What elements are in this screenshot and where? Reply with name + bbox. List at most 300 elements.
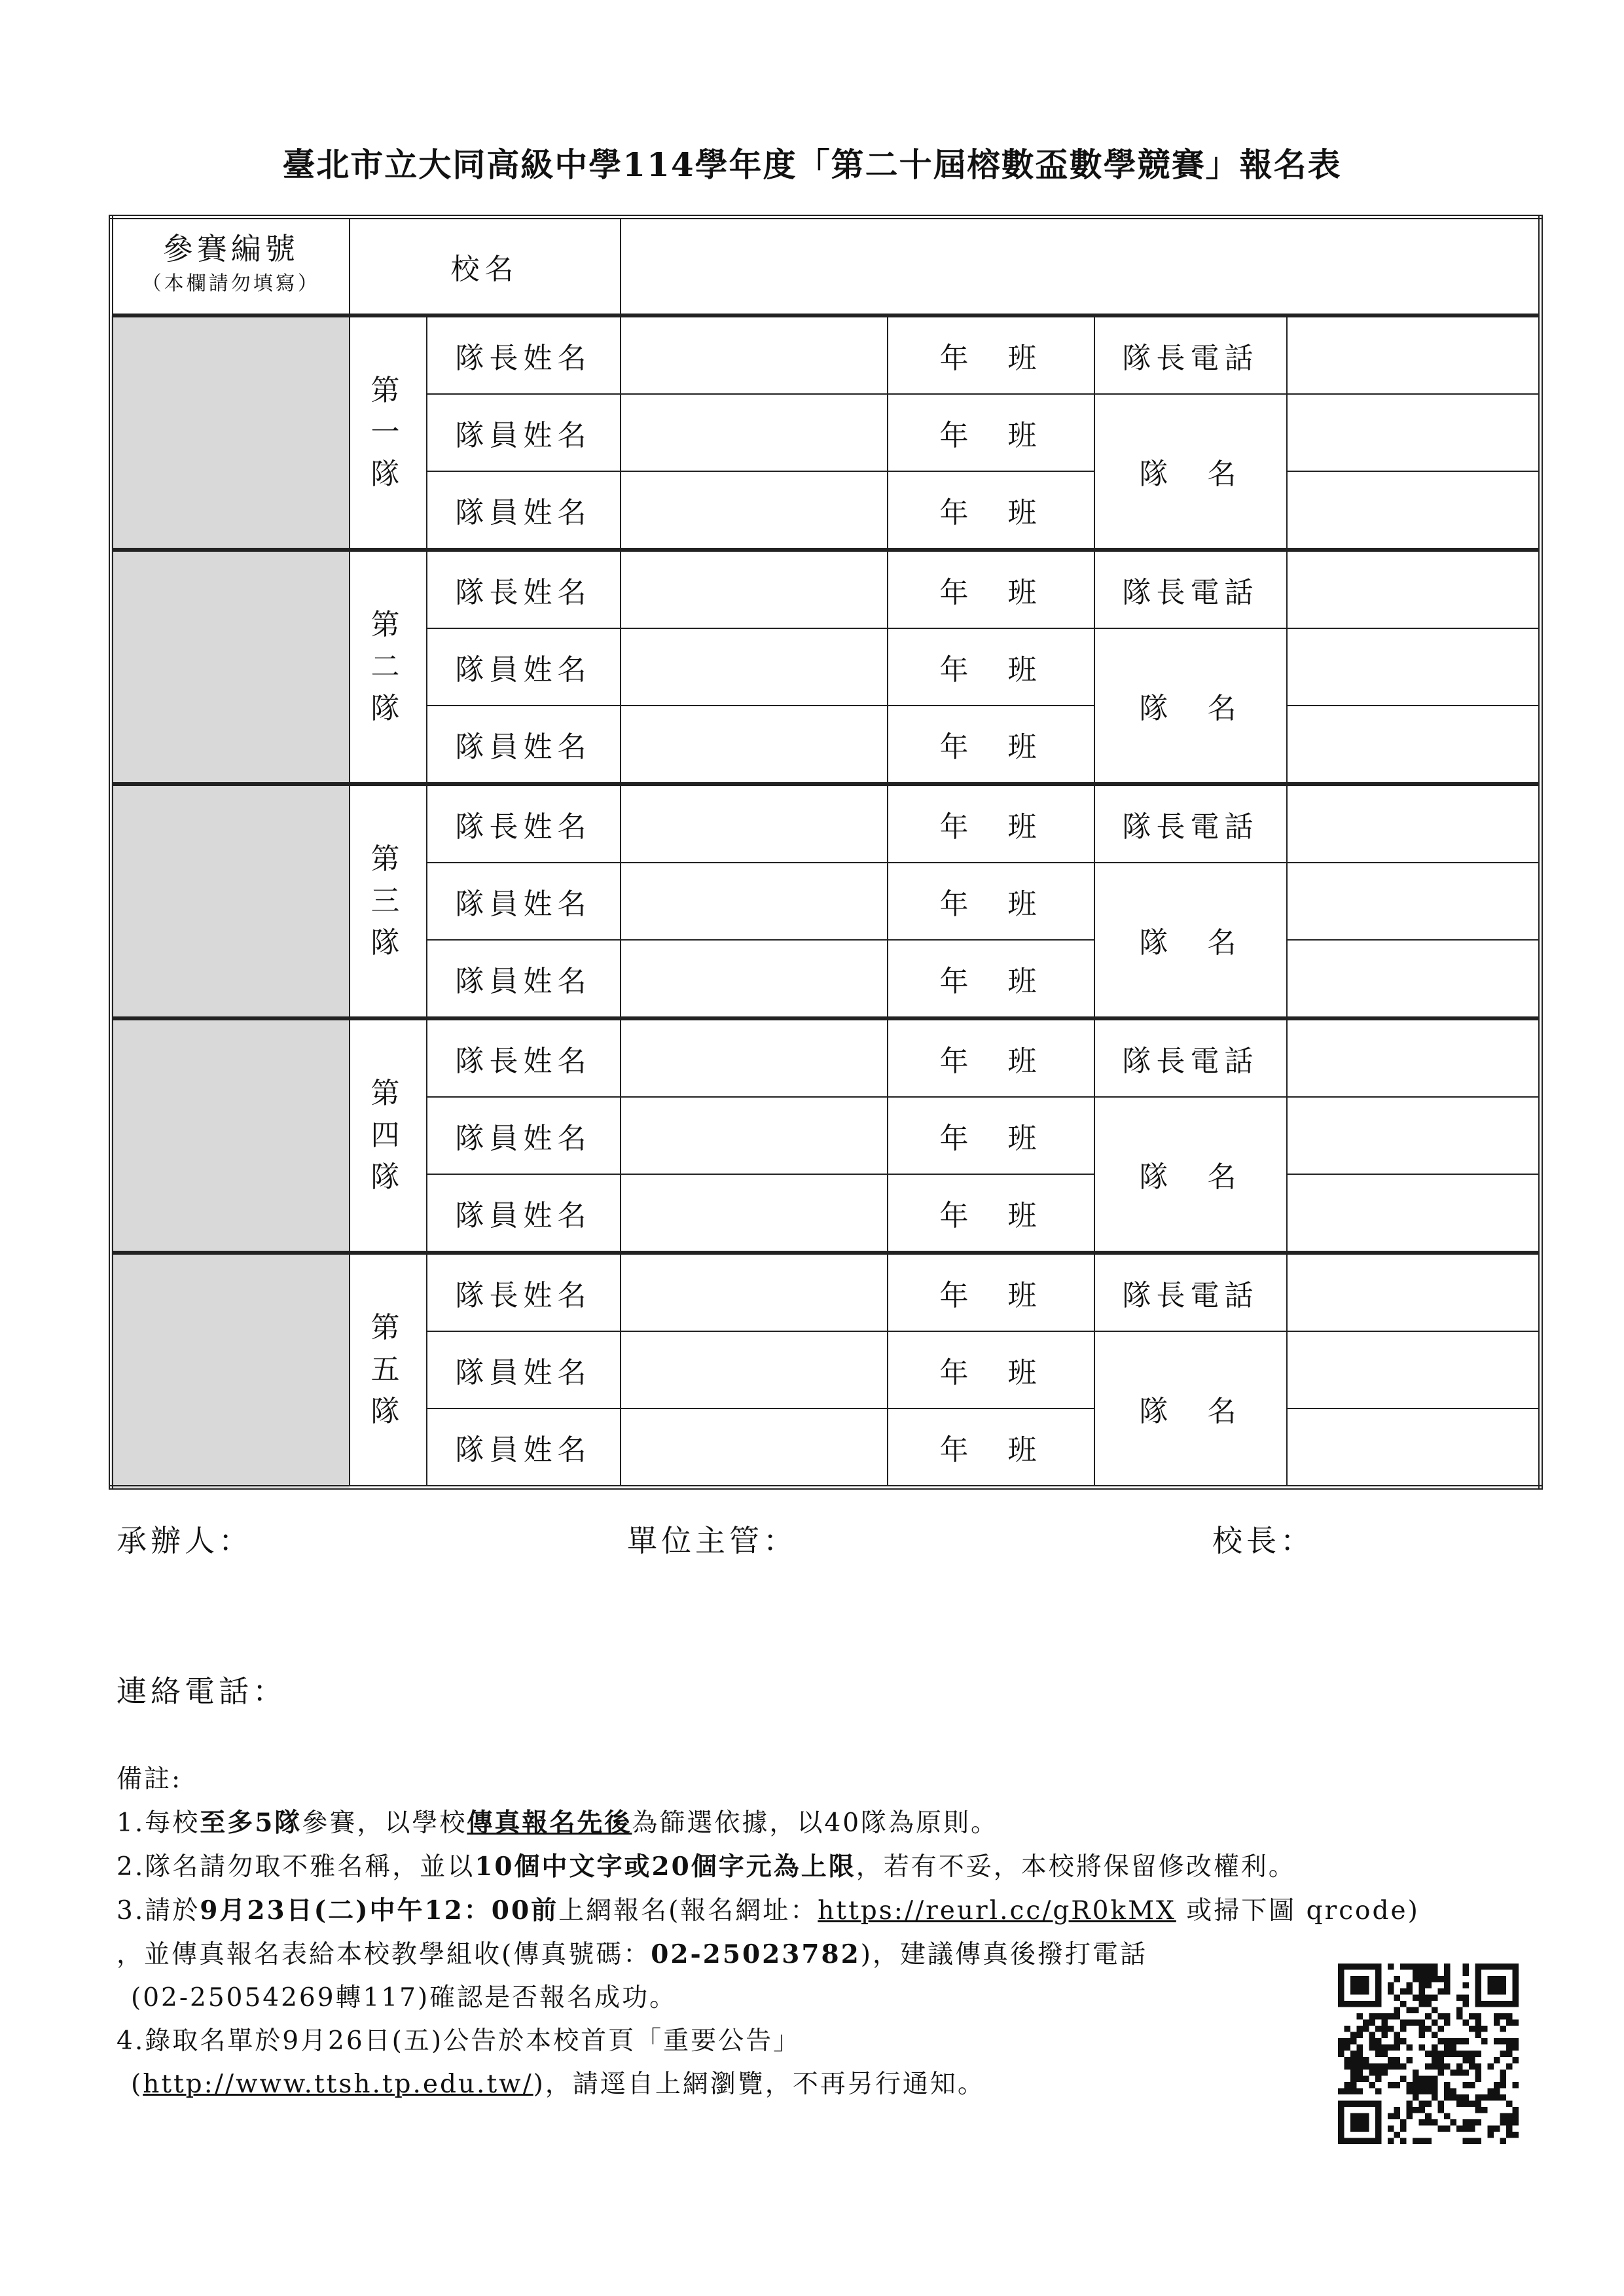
qr-module bbox=[1506, 2038, 1513, 2045]
qr-module bbox=[1388, 2063, 1394, 2070]
team-5-team-name-field-1[interactable] bbox=[1287, 1331, 1541, 1408]
qr-module bbox=[1494, 2082, 1500, 2089]
team-2-captain-phone-label: 隊長電話 bbox=[1094, 550, 1287, 628]
qr-module bbox=[1400, 2119, 1407, 2126]
team-5-grade-class-field-1[interactable]: 年 班 bbox=[888, 1253, 1094, 1331]
team-2-team-name-field-1[interactable] bbox=[1287, 628, 1541, 706]
qr-module bbox=[1456, 2038, 1463, 2045]
qr-module bbox=[1469, 2138, 1475, 2144]
team-5-member-2-name-field[interactable] bbox=[621, 1408, 888, 1488]
qr-module bbox=[1419, 1988, 1426, 1995]
team-3-captain-name-field[interactable] bbox=[621, 784, 888, 863]
note-3 bbox=[117, 1889, 1543, 1933]
team-5-member-1-name-field[interactable] bbox=[621, 1331, 888, 1408]
qr-module bbox=[1456, 2063, 1463, 2070]
qr-module bbox=[1469, 2013, 1475, 2020]
qr-module bbox=[1363, 2075, 1369, 2082]
qr-module bbox=[1338, 2038, 1344, 2045]
qr-module bbox=[1419, 2119, 1426, 2126]
qr-module bbox=[1512, 2107, 1519, 2113]
qr-module bbox=[1512, 2119, 1519, 2126]
qr-module bbox=[1357, 2088, 1363, 2094]
qr-module bbox=[1400, 2138, 1407, 2144]
qr-module bbox=[1475, 2075, 1481, 2082]
qr-module bbox=[1413, 2107, 1419, 2113]
qr-module bbox=[1350, 2057, 1357, 2064]
supervisor-label: 單位主管： bbox=[627, 1523, 797, 1558]
qr-module bbox=[1481, 2026, 1488, 2032]
team-1-grade-class-field-2[interactable]: 年 班 bbox=[888, 394, 1094, 471]
team-2-captain-name-field[interactable] bbox=[621, 550, 888, 628]
qr-module bbox=[1444, 2013, 1451, 2020]
qr-module bbox=[1394, 2082, 1401, 2089]
qr-module bbox=[1350, 2051, 1357, 2057]
team-2-grade-class-field-2[interactable]: 年 班 bbox=[888, 628, 1094, 706]
qr-module bbox=[1506, 2063, 1513, 2070]
qr-module bbox=[1388, 1988, 1394, 1995]
team-4-captain-phone-field[interactable] bbox=[1287, 1018, 1541, 1097]
qr-module bbox=[1437, 2107, 1444, 2113]
qr-module bbox=[1444, 1982, 1451, 1989]
qr-module bbox=[1375, 2026, 1382, 2032]
team-2-team-name-label: 隊 名 bbox=[1094, 628, 1287, 784]
qr-module bbox=[1338, 2051, 1344, 2057]
qr-module bbox=[1462, 1982, 1469, 1989]
qr-module bbox=[1456, 2070, 1463, 2076]
qr-module bbox=[1407, 2020, 1413, 2026]
qr-module bbox=[1432, 2007, 1438, 2014]
qr-module bbox=[1394, 2057, 1401, 2064]
qr-module bbox=[1382, 2045, 1388, 2051]
qr-module bbox=[1475, 2026, 1481, 2032]
note-3-line-2 bbox=[117, 1933, 1543, 1977]
qr-module bbox=[1344, 2045, 1351, 2051]
qr-module bbox=[1350, 2063, 1357, 2070]
team-1-captain-name-field[interactable] bbox=[621, 315, 888, 394]
qr-module bbox=[1407, 2107, 1413, 2113]
qr-module bbox=[1369, 2020, 1376, 2026]
qr-module bbox=[1456, 2100, 1463, 2107]
qr-module bbox=[1450, 2119, 1456, 2126]
qr-module bbox=[1444, 2063, 1451, 2070]
qr-module bbox=[1506, 2051, 1513, 2057]
qr-module bbox=[1500, 2082, 1506, 2089]
qr-module bbox=[1363, 2026, 1369, 2032]
qr-module bbox=[1475, 2020, 1481, 2026]
note-3-line-3: (02-25054269轉117)確認是否報名成功。 bbox=[131, 1983, 677, 2013]
qr-module bbox=[1437, 1988, 1444, 1995]
qr-module bbox=[1425, 2063, 1432, 2070]
qr-module bbox=[1462, 2051, 1469, 2057]
team-2-label-cell bbox=[350, 550, 427, 784]
team-2-member-2-name-field[interactable] bbox=[621, 706, 888, 784]
qr-module bbox=[1375, 2013, 1382, 2020]
qr-module bbox=[1432, 2063, 1438, 2070]
team-3-grade-class-field-1[interactable]: 年 班 bbox=[888, 784, 1094, 863]
team-1-grade-class-field-1[interactable]: 年 班 bbox=[888, 315, 1094, 394]
qr-module bbox=[1487, 2094, 1494, 2101]
qr-module bbox=[1444, 1964, 1451, 1970]
note-2 bbox=[117, 1845, 1543, 1889]
team-1-captain-name-label: 隊長姓名 bbox=[427, 315, 621, 394]
qr-module bbox=[1382, 2020, 1388, 2026]
qr-module bbox=[1450, 2070, 1456, 2076]
qr-module bbox=[1512, 2113, 1519, 2119]
team-2-member-2-name-label: 隊員姓名 bbox=[427, 706, 621, 784]
qr-module bbox=[1388, 2057, 1394, 2064]
entry-number-note: （本欄請勿填寫） bbox=[141, 272, 320, 295]
qr-module bbox=[1481, 2094, 1488, 2101]
qr-module bbox=[1357, 2045, 1363, 2051]
school-name-field[interactable] bbox=[621, 217, 1541, 316]
registration-table bbox=[109, 215, 1543, 1490]
team-4-member-2-name-label: 隊員姓名 bbox=[427, 1174, 621, 1253]
team-3-captain-name-label: 隊長姓名 bbox=[427, 784, 621, 863]
qr-module bbox=[1444, 1970, 1451, 1977]
team-3-member-2-name-label: 隊員姓名 bbox=[427, 940, 621, 1018]
qr-module bbox=[1419, 2088, 1426, 2094]
qr-module bbox=[1394, 2013, 1401, 2020]
note-1-emph-fax-order: 傳真報名先後 bbox=[467, 1808, 632, 1838]
qr-module bbox=[1419, 2075, 1426, 2082]
qr-module bbox=[1450, 2051, 1456, 2057]
qr-module bbox=[1432, 2032, 1438, 2039]
qr-module bbox=[1506, 2125, 1513, 2132]
team-2-entry-number-cell bbox=[111, 550, 350, 784]
qr-module bbox=[1394, 1976, 1401, 1982]
qr-module bbox=[1369, 2045, 1376, 2051]
team-5-row-1 bbox=[111, 1253, 1541, 1331]
team-4-label: 第 四 隊 bbox=[370, 1077, 405, 1194]
team-1-row-1 bbox=[111, 315, 1541, 394]
qr-module bbox=[1425, 2119, 1432, 2126]
team-5-captain-name-label: 隊長姓名 bbox=[427, 1253, 621, 1331]
team-4-member-1-name-field[interactable] bbox=[621, 1097, 888, 1174]
team-2-grade-class-field-3[interactable]: 年 班 bbox=[888, 706, 1094, 784]
qr-module bbox=[1344, 2082, 1351, 2089]
note-1-text-a: 1.每校 bbox=[117, 1808, 200, 1838]
team-3-member-2-name-field[interactable] bbox=[621, 940, 888, 1018]
qr-module bbox=[1487, 2125, 1494, 2132]
team-1-label-cell bbox=[350, 315, 427, 550]
qr-module bbox=[1500, 2070, 1506, 2076]
team-1-team-name-field-1[interactable] bbox=[1287, 394, 1541, 471]
qr-module bbox=[1444, 2045, 1451, 2051]
team-3-grade-class-field-3[interactable]: 年 班 bbox=[888, 940, 1094, 1018]
qr-module bbox=[1400, 2063, 1407, 2070]
qr-module bbox=[1462, 2020, 1469, 2026]
qr-module bbox=[1506, 2132, 1513, 2138]
qr-module bbox=[1419, 2082, 1426, 2089]
team-4-captain-name-field[interactable] bbox=[621, 1018, 888, 1097]
qr-module bbox=[1369, 2070, 1376, 2076]
qr-module bbox=[1388, 2113, 1394, 2119]
qr-module bbox=[1444, 1976, 1451, 1982]
page-title: 臺北市立大同高級中學114學年度「第二十屆榕數盃數學競賽」報名表 bbox=[282, 145, 1342, 184]
qr-module bbox=[1369, 2082, 1376, 2089]
qr-module bbox=[1369, 2038, 1376, 2045]
team-3-team-name-label: 隊 名 bbox=[1094, 863, 1287, 1018]
qr-module bbox=[1413, 2007, 1419, 2014]
qr-module bbox=[1487, 2088, 1494, 2094]
qr-module bbox=[1419, 2032, 1426, 2039]
qr-module bbox=[1407, 2100, 1413, 2107]
team-3-member-1-name-label: 隊員姓名 bbox=[427, 863, 621, 940]
qr-module bbox=[1407, 2113, 1413, 2119]
qr-module bbox=[1481, 2038, 1488, 2045]
qr-module bbox=[1369, 2032, 1376, 2039]
registration-url-link[interactable]: https://reurl.cc/gR0kMX bbox=[818, 1896, 1176, 1926]
qr-module bbox=[1469, 2051, 1475, 2057]
school-website-link[interactable]: http://www.ttsh.tp.edu.tw/ bbox=[143, 2070, 533, 2099]
team-1-member-2-name-label: 隊員姓名 bbox=[427, 471, 621, 550]
qr-module bbox=[1437, 2125, 1444, 2132]
qr-module bbox=[1469, 2026, 1475, 2032]
team-3-grade-class-field-2[interactable]: 年 班 bbox=[888, 863, 1094, 940]
team-4-member-1-name-label: 隊員姓名 bbox=[427, 1097, 621, 1174]
qr-module bbox=[1432, 2119, 1438, 2126]
qr-module bbox=[1419, 1976, 1426, 1982]
qr-module bbox=[1357, 2070, 1363, 2076]
team-4-entry-number-cell bbox=[111, 1018, 350, 1253]
qr-module bbox=[1394, 2007, 1401, 2014]
qr-module bbox=[1407, 1964, 1413, 1970]
qr-module bbox=[1425, 2138, 1432, 2144]
qr-module bbox=[1462, 2082, 1469, 2089]
qr-module bbox=[1462, 2057, 1469, 2064]
qr-module bbox=[1432, 1976, 1438, 1982]
team-5-label-cell bbox=[350, 1253, 427, 1488]
qr-module bbox=[1437, 2063, 1444, 2070]
team-4-team-name-field-1[interactable] bbox=[1287, 1097, 1541, 1174]
qr-module bbox=[1494, 2088, 1500, 2094]
team-2-row-1 bbox=[111, 550, 1541, 628]
qr-module bbox=[1500, 2119, 1506, 2126]
note-3-fax-number: 02-25023782 bbox=[651, 1939, 861, 1969]
qr-module bbox=[1375, 2075, 1382, 2082]
qr-module bbox=[1494, 2057, 1500, 2064]
qr-module bbox=[1419, 2020, 1426, 2026]
qr-module bbox=[1506, 2100, 1513, 2107]
qr-module bbox=[1469, 2057, 1475, 2064]
team-2-captain-name-label: 隊長姓名 bbox=[427, 550, 621, 628]
team-3-member-1-name-field[interactable] bbox=[621, 863, 888, 940]
qr-module bbox=[1357, 2013, 1363, 2020]
team-5-captain-phone-field[interactable] bbox=[1287, 1253, 1541, 1331]
qr-module bbox=[1475, 2070, 1481, 2076]
qr-module bbox=[1394, 2063, 1401, 2070]
qr-module bbox=[1444, 2051, 1451, 2057]
qr-module bbox=[1444, 1988, 1451, 1995]
qr-module bbox=[1419, 1995, 1426, 2001]
team-5-label: 第 五 隊 bbox=[370, 1311, 405, 1428]
qr-module bbox=[1413, 2082, 1419, 2089]
qr-module bbox=[1344, 2063, 1351, 2070]
qr-module bbox=[1450, 2045, 1456, 2051]
qr-module bbox=[1494, 2038, 1500, 2045]
qr-module bbox=[1444, 2038, 1451, 2045]
qr-module bbox=[1444, 2082, 1451, 2089]
qr-module bbox=[1456, 2013, 1463, 2020]
team-3-team-name-field-2[interactable] bbox=[1287, 940, 1541, 1018]
qr-module bbox=[1506, 2020, 1513, 2026]
team-5-entry-number-cell bbox=[111, 1253, 350, 1488]
qr-module bbox=[1462, 2001, 1469, 2007]
qr-module bbox=[1407, 2007, 1413, 2014]
qr-module bbox=[1382, 2063, 1388, 2070]
qr-module bbox=[1394, 2107, 1401, 2113]
qr-module bbox=[1344, 2026, 1351, 2032]
team-1-entry-number-cell bbox=[111, 315, 350, 550]
qr-module bbox=[1500, 2038, 1506, 2045]
qr-module bbox=[1512, 2038, 1519, 2045]
qr-module bbox=[1413, 2020, 1419, 2026]
qr-module bbox=[1425, 1982, 1432, 1989]
qr-module bbox=[1425, 2026, 1432, 2032]
entry-number-header bbox=[111, 217, 350, 316]
notes-heading: 備註: bbox=[117, 1765, 183, 1794]
qr-module bbox=[1450, 2088, 1456, 2094]
qr-module bbox=[1500, 2051, 1506, 2057]
qr-module bbox=[1432, 2051, 1438, 2057]
qr-module bbox=[1400, 2125, 1407, 2132]
team-4-grade-class-field-1[interactable]: 年 班 bbox=[888, 1018, 1094, 1097]
team-4-member-2-name-field[interactable] bbox=[621, 1174, 888, 1253]
team-3-label-cell bbox=[350, 784, 427, 1018]
team-2-member-1-name-field[interactable] bbox=[621, 628, 888, 706]
qr-module bbox=[1388, 2013, 1394, 2020]
team-1-member-2-name-field[interactable] bbox=[621, 471, 888, 550]
qr-module bbox=[1413, 1976, 1419, 1982]
qr-module bbox=[1363, 2063, 1369, 2070]
qr-module bbox=[1419, 2138, 1426, 2144]
team-5-captain-phone-label: 隊長電話 bbox=[1094, 1253, 1287, 1331]
notes-section bbox=[117, 1758, 1543, 2106]
qr-module bbox=[1481, 2107, 1488, 2113]
qr-module bbox=[1494, 2125, 1500, 2132]
qr-module bbox=[1444, 2094, 1451, 2101]
qr-module bbox=[1475, 2094, 1481, 2101]
qr-module bbox=[1425, 2075, 1432, 2082]
qr-module bbox=[1506, 2045, 1513, 2051]
note-3-text-c: 上網報名(報名網址： bbox=[558, 1896, 818, 1926]
qr-module bbox=[1437, 2038, 1444, 2045]
team-4-row-1 bbox=[111, 1018, 1541, 1097]
team-3-entry-number-cell bbox=[111, 784, 350, 1018]
team-1-captain-phone-label: 隊長電話 bbox=[1094, 315, 1287, 394]
qr-code-icon[interactable] bbox=[1338, 1964, 1519, 2144]
team-5-member-1-name-label: 隊員姓名 bbox=[427, 1331, 621, 1408]
team-4-grade-class-field-2[interactable]: 年 班 bbox=[888, 1097, 1094, 1174]
team-3-captain-phone-label: 隊長電話 bbox=[1094, 784, 1287, 863]
qr-module bbox=[1382, 2070, 1388, 2076]
qr-module bbox=[1432, 1995, 1438, 2001]
qr-module bbox=[1462, 2119, 1469, 2126]
qr-module bbox=[1437, 2100, 1444, 2107]
qr-module bbox=[1363, 2020, 1369, 2026]
qr-module bbox=[1419, 2100, 1426, 2107]
qr-module bbox=[1494, 2013, 1500, 2020]
qr-module bbox=[1413, 1995, 1419, 2001]
qr-module bbox=[1475, 2013, 1481, 2020]
team-2-grade-class-field-1[interactable]: 年 班 bbox=[888, 550, 1094, 628]
qr-module bbox=[1419, 1964, 1426, 1970]
qr-module bbox=[1394, 2113, 1401, 2119]
note-3-text-d: 或掃下圖 qrcode) bbox=[1176, 1896, 1420, 1926]
qr-module bbox=[1456, 1995, 1463, 2001]
qr-module bbox=[1462, 2125, 1469, 2132]
qr-module bbox=[1375, 2070, 1382, 2076]
team-5-team-name-field-2[interactable] bbox=[1287, 1408, 1541, 1488]
note-3-text-f: )，建議傳真後撥打電話 bbox=[860, 1940, 1147, 1969]
header-row bbox=[111, 217, 1541, 316]
qr-module bbox=[1500, 2075, 1506, 2082]
team-1-team-name-field-2[interactable] bbox=[1287, 471, 1541, 550]
team-1-grade-class-field-3[interactable]: 年 班 bbox=[888, 471, 1094, 550]
note-1-emph-max-teams: 至多5隊 bbox=[200, 1808, 302, 1838]
team-4-team-name-field-2[interactable] bbox=[1287, 1174, 1541, 1253]
qr-module bbox=[1475, 2100, 1481, 2107]
qr-module bbox=[1432, 1970, 1438, 1977]
team-3-label: 第 三 隊 bbox=[370, 842, 405, 960]
qr-module bbox=[1407, 1988, 1413, 1995]
qr-module bbox=[1432, 2020, 1438, 2026]
team-3-team-name-field-1[interactable] bbox=[1287, 863, 1541, 940]
qr-module bbox=[1394, 2132, 1401, 2138]
qr-module bbox=[1437, 2070, 1444, 2076]
team-1-member-1-name-field[interactable] bbox=[621, 394, 888, 471]
qr-module bbox=[1456, 2007, 1463, 2014]
team-2-label: 第 二 隊 bbox=[370, 608, 405, 725]
team-4-label-cell bbox=[350, 1018, 427, 1253]
qr-module bbox=[1357, 2057, 1363, 2064]
qr-module bbox=[1425, 2082, 1432, 2089]
team-2-team-name-field-2[interactable] bbox=[1287, 706, 1541, 784]
qr-module bbox=[1419, 2026, 1426, 2032]
qr-module bbox=[1400, 2038, 1407, 2045]
qr-module bbox=[1500, 2113, 1506, 2119]
qr-module bbox=[1432, 2057, 1438, 2064]
team-4-captain-name-label: 隊長姓名 bbox=[427, 1018, 621, 1097]
qr-module bbox=[1462, 2138, 1469, 2144]
qr-module bbox=[1344, 2038, 1351, 2045]
qr-module bbox=[1413, 1964, 1419, 1970]
qr-module bbox=[1425, 2113, 1432, 2119]
team-5-grade-class-field-2[interactable]: 年 班 bbox=[888, 1331, 1094, 1408]
team-5-grade-class-field-3[interactable]: 年 班 bbox=[888, 1408, 1094, 1488]
qr-module bbox=[1400, 2075, 1407, 2082]
qr-module bbox=[1462, 1970, 1469, 1977]
team-2-captain-phone-field[interactable] bbox=[1287, 550, 1541, 628]
team-5-captain-name-field[interactable] bbox=[621, 1253, 888, 1331]
note-3-text-e: ，並傳真報名表給本校教學組收(傳真號碼： bbox=[117, 1940, 651, 1969]
qr-module bbox=[1394, 2045, 1401, 2051]
organizer-label: 承辦人： bbox=[117, 1523, 253, 1558]
team-1-captain-phone-field[interactable] bbox=[1287, 315, 1541, 394]
qr-module bbox=[1432, 2075, 1438, 2082]
qr-module bbox=[1462, 2094, 1469, 2101]
team-2-member-1-name-label: 隊員姓名 bbox=[427, 628, 621, 706]
team-1-team-name-label: 隊 名 bbox=[1094, 394, 1287, 550]
note-2-text-a: 2.隊名請勿取不雅名稱，並以 bbox=[117, 1852, 475, 1882]
qr-module bbox=[1432, 1964, 1438, 1970]
team-3-captain-phone-field[interactable] bbox=[1287, 784, 1541, 863]
qr-module bbox=[1437, 1976, 1444, 1982]
team-4-grade-class-field-3[interactable]: 年 班 bbox=[888, 1174, 1094, 1253]
qr-module bbox=[1462, 1995, 1469, 2001]
qr-module bbox=[1375, 2088, 1382, 2094]
qr-module bbox=[1350, 2032, 1357, 2039]
